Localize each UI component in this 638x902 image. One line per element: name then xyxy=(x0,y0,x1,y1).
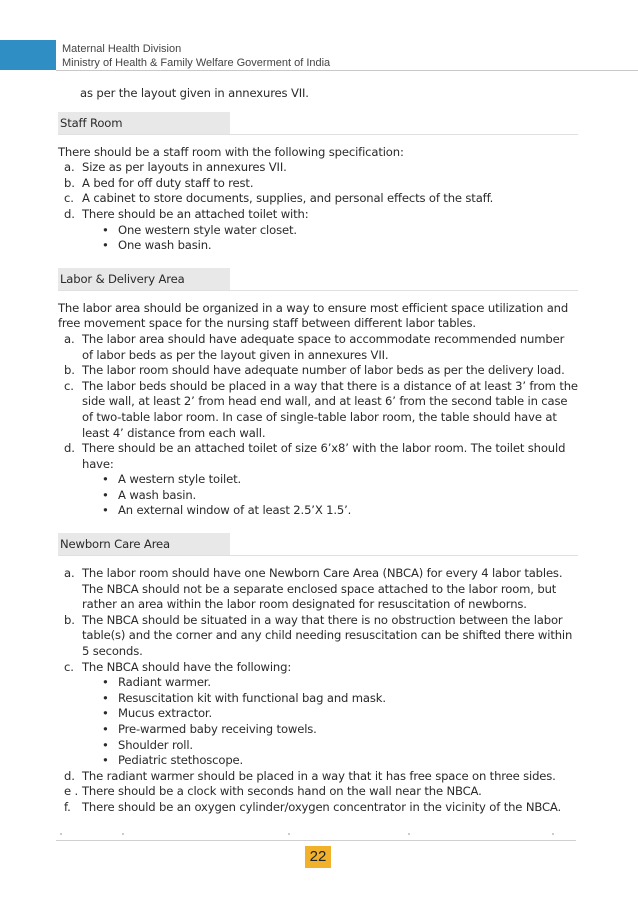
section-heading-newborn-care: Newborn Care Area xyxy=(58,533,230,555)
staff-list xyxy=(58,160,578,254)
bullet-item: • Shoulder roll. xyxy=(96,738,578,754)
staff-intro: There should be a staff room with the following specification: xyxy=(58,144,404,159)
page-body xyxy=(58,86,578,816)
bullet-list xyxy=(82,675,578,769)
section-heading-labor-delivery: Labor & Delivery Area xyxy=(58,268,230,290)
section-rule xyxy=(58,555,578,556)
list-item: c. The NBCA should have the following: • Radiant warmer. • Resuscitation kit with functional bag and mask. • Mucus extractor. • Pre-warmed baby receiving towels. • Shoulder roll. • Pediatric stethoscope. xyxy=(64,660,578,769)
section-heading-staff-room: Staff Room xyxy=(58,112,230,134)
bullet-item: • Pediatric stethoscope. xyxy=(96,753,578,769)
list-item: c. A cabinet to store documents, supplies, and personal effects of the staff. xyxy=(64,191,494,206)
bullet-item: • Mucus extractor. xyxy=(96,706,578,722)
labor-list xyxy=(58,332,578,519)
list-item: b. The NBCA should be situated in a way that there is no obstruction between the labor table(s) and the corner and any child needing resuscitation can be shifted there within 5 seconds. xyxy=(64,612,573,659)
footer-rule xyxy=(56,840,576,841)
header-ministry: Ministry of Health & Family Welfare Goverment of India xyxy=(62,57,331,69)
list-item: c. The labor beds should be placed in a way that there is a distance of at least 3’ from the side wall, at least 2’ from head end wall, and at least 6’ from the second table in case of two-table labor room. In case of single-table labor room, the table should have at least 4’ distance from each wall. xyxy=(64,378,578,440)
list-item: b. The labor room should have adequate number of labor beds as per the delivery load. xyxy=(64,363,565,378)
list-item: d. There should be an attached toilet of size 6’x8’ with the labor room. The toilet should have: • A western style toilet. • A wash basin. • An external window of at least 2.5’X 1.5’. xyxy=(64,441,578,519)
header-rule xyxy=(56,70,638,71)
list-item: b. A bed for off duty staff to rest. xyxy=(64,175,254,190)
bullet-list xyxy=(82,472,578,519)
bullet-item: • A wash basin. xyxy=(96,488,578,504)
list-item: e . There should be a clock with seconds hand on the wall near the NBCA. xyxy=(64,784,482,799)
list-item: d. There should be an attached toilet with: • One western style water closet. • One wash basin. xyxy=(64,207,578,254)
bullet-item: • An external window of at least 2.5’X 1.5’. xyxy=(96,503,578,519)
document-header xyxy=(62,42,330,70)
list-item: d. The radiant warmer should be placed in a way that it has free space on three sides. xyxy=(64,768,556,783)
header-division: Maternal Health Division xyxy=(62,43,182,55)
bullet-item: • Pre-warmed baby receiving towels. xyxy=(96,722,578,738)
list-item: a. Size as per layouts in annexures VII. xyxy=(64,160,287,175)
list-item: a. The labor area should have adequate space to accommodate recommended number of labor beds as per the layout given in annexures VII. xyxy=(64,331,565,362)
list-item: a. The labor room should have one Newborn Care Area (NBCA) for every 4 labor tables. The NBCA should not be a separate enclosed space attached to the labor room, but rather an area within the labor room designated for resuscitation of newborns. xyxy=(64,566,563,612)
bullet-item: • Radiant warmer. xyxy=(96,675,578,691)
labor-intro: The labor area should be organized in a way to ensure most efficient space utilization and free movement space for the nursing staff between different labor tables. xyxy=(58,300,569,331)
footer-dots xyxy=(56,833,576,839)
newborn-list xyxy=(58,566,578,816)
header-accent-tab xyxy=(0,40,56,70)
bullet-item: • Resuscitation kit with functional bag and mask. xyxy=(96,691,578,707)
bullet-list xyxy=(82,223,578,254)
continuation-text: as per the layout given in annexures VII. xyxy=(80,86,309,100)
page-number: 22 xyxy=(305,846,331,868)
section-rule xyxy=(58,134,578,135)
bullet-item: • One wash basin. xyxy=(96,238,578,254)
bullet-item: • A western style toilet. xyxy=(96,472,578,488)
bullet-item: • One western style water closet. xyxy=(96,223,578,239)
list-item: f. There should be an oxygen cylinder/oxygen concentrator in the vicinity of the NBCA. xyxy=(64,799,561,814)
section-rule xyxy=(58,290,578,291)
